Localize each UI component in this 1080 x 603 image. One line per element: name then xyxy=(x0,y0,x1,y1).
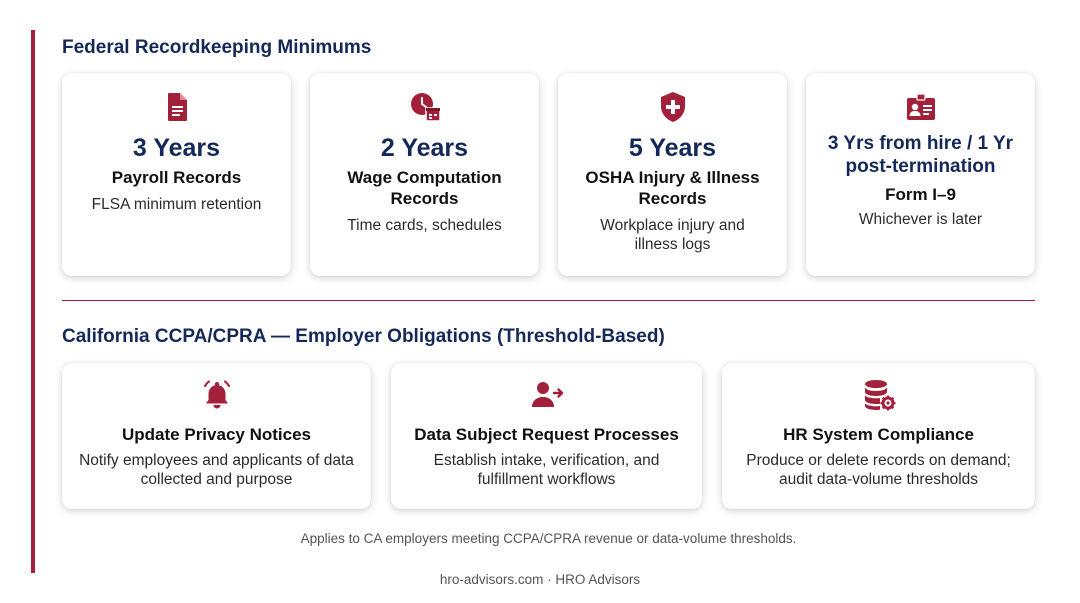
privacy-notices-card xyxy=(62,363,371,509)
hr-system-compliance-card xyxy=(722,363,1035,509)
california-section-title: California CCPA/CPRA — Employer Obligations (Threshold-Based) xyxy=(62,326,665,347)
osha-records-card xyxy=(558,73,787,276)
obligation-description: Produce or delete records on demand; audit data-volume thresholds xyxy=(746,452,1011,488)
record-description: Whichever is later xyxy=(858,211,983,228)
database-gear-icon xyxy=(862,378,896,412)
record-description: FLSA minimum retention xyxy=(91,196,262,213)
shield-plus-icon xyxy=(656,90,690,124)
record-type-label: Form I–9 xyxy=(885,185,956,204)
obligation-description: Notify employees and applicants of data collected and purpose xyxy=(79,452,354,488)
record-type-label: OSHA Injury & Illness Records xyxy=(585,168,760,208)
record-description: Time cards, schedules xyxy=(347,217,502,234)
form-i9-card xyxy=(806,73,1035,276)
threshold-footnote: Applies to CA employers meeting CCPA/CPRA revenue or data-volume thresholds. xyxy=(300,531,797,546)
obligation-description: Establish intake, verification, and fulfillment workflows xyxy=(433,452,660,488)
wage-computation-card xyxy=(310,73,539,276)
federal-section-title: Federal Recordkeeping Minimums xyxy=(62,37,372,58)
bell-icon xyxy=(200,378,234,412)
footer-site: hro-advisors.com · HRO Advisors xyxy=(439,572,641,587)
data-subject-request-card xyxy=(391,363,702,509)
obligation-title: Update Privacy Notices xyxy=(122,425,311,444)
accent-bar xyxy=(31,30,35,573)
record-type-label: Payroll Records xyxy=(111,168,242,187)
user-arrow-icon xyxy=(530,378,564,412)
record-type-label: Wage Computation Records xyxy=(347,168,502,208)
record-description: Workplace injury and illness logs xyxy=(600,217,745,253)
payroll-records-card xyxy=(62,73,291,276)
clock-calendar-icon xyxy=(408,90,442,124)
document-icon xyxy=(160,90,194,124)
retention-value: 2 Years xyxy=(380,134,469,162)
obligation-title: HR System Compliance xyxy=(783,425,974,444)
retention-value: 3 Yrs from hire / 1 Yr post-termination xyxy=(827,133,1014,177)
obligation-title: Data Subject Request Processes xyxy=(414,425,679,444)
section-divider xyxy=(62,300,1035,301)
retention-value: 3 Years xyxy=(132,134,221,162)
retention-value: 5 Years xyxy=(628,134,717,162)
id-badge-icon xyxy=(904,90,938,124)
